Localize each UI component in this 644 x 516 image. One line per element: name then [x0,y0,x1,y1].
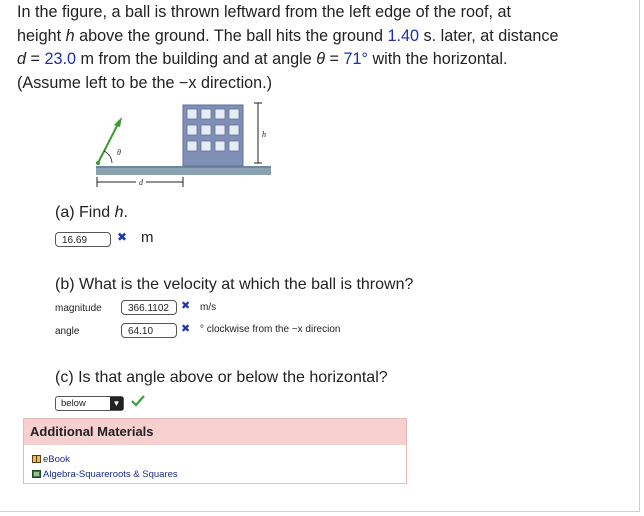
theta-label: θ [117,148,121,157]
above-below-select[interactable]: below ▼ [55,396,124,411]
magnitude-unit: m/s [200,302,217,313]
problem-line-3: d = 23.0 m from the building and at angle θ = 71° with the horizontal. [17,50,508,68]
height-dimension [254,103,262,163]
angle-label: angle [55,326,80,337]
angle-arc [104,151,112,163]
problem-line-4: (Assume left to be the −x direction.) [17,73,273,92]
problem-line-2: height h above the ground. The ball hits the ground 1.40 s. later, at distance [17,26,559,45]
problem-statement [17,1,632,95]
magnitude-input[interactable]: 366.1102 [121,300,177,315]
part-a-answer-input[interactable]: 16.69 [55,232,111,247]
part-c-correct-icon [131,395,145,407]
d-label: d [139,178,143,187]
physics-figure [86,97,276,192]
angle-unit: ° clockwise from the −x direcion [200,324,341,335]
distance-value: 23.0 [44,50,76,68]
h-label: h [262,130,266,139]
part-b-title: (b) What is the velocity at which the ball is thrown? [55,276,414,293]
part-a-unit: m [141,229,154,246]
algebra-link[interactable]: Algebra-Squareroots & Squares [32,469,178,480]
ebook-link[interactable]: eBook [32,454,70,465]
problem-line-1: In the figure, a ball is thrown leftward from the left edge of the roof, at [17,3,511,21]
part-c-title: (c) Is that angle above or below the horizontal? [55,369,388,386]
part-a-incorrect-icon: ✖ [117,230,128,244]
h-variable: h [65,26,75,45]
building [183,105,243,166]
magnitude-label: magnitude [55,303,102,314]
book-icon [32,455,41,463]
ball-trajectory [96,117,122,165]
angle-value: 71° [343,50,368,68]
theta-variable: θ [316,50,326,68]
magnitude-incorrect-icon: ✖ [181,300,191,312]
part-a-title: (a) Find h. [55,204,128,221]
additional-materials-heading: Additional Materials [24,419,406,445]
angle-input[interactable]: 64.10 [121,323,177,338]
chevron-down-icon: ▼ [110,397,123,410]
additional-materials-panel [23,418,407,484]
d-variable: d [17,50,27,68]
time-value: 1.40 [387,26,420,45]
document-icon [32,470,41,478]
angle-incorrect-icon: ✖ [181,323,191,335]
